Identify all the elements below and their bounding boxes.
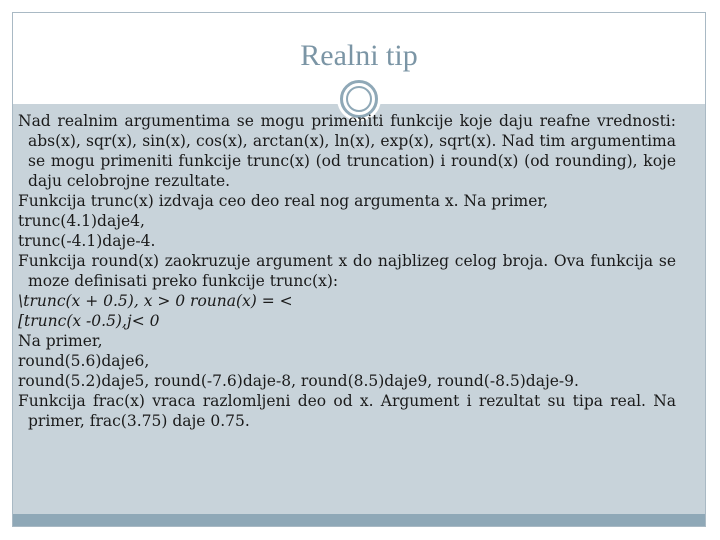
slide-body xyxy=(18,111,676,431)
paragraph-round-example-1: round(5.6)daje6, xyxy=(18,352,150,370)
slide-title: Realni tip xyxy=(300,39,418,72)
paragraph-intro: Nad realnim argumentima se mogu primeniti funkcije koje daju reafne vrednosti: abs(x), sqr(x), sin(x), cos(x), arctan(x), ln(x), exp(x), sqrt(x). Nad tim argumentima se mogu primeniti funkcije trunc(x) (od truncation) i round(x) (od rounding), koje daju celobrojne rezultate. xyxy=(18,112,676,190)
paragraph-frac: Funkcija frac(x) vraca razlomljeni deo od x. Argument i rezultat su tipa real. Na primer, frac(3.75) daje 0.75. xyxy=(18,392,676,430)
bottom-bar xyxy=(13,514,705,526)
paragraph-example-intro: Na primer, xyxy=(18,332,103,350)
paragraph-trunc-example-1: trunc(4.1)daje4, xyxy=(18,212,145,230)
paragraph-trunc-example-2: trunc(-4.1)daje-4. xyxy=(18,232,156,250)
formula-line-1: \trunc(x + 0.5), x > 0 rouna(x) = < xyxy=(18,292,293,310)
paragraph-round-definition: Funkcija round(x) zaokruzuje argument x do najblizeg celog broja. Ova funkcija se moze definisati preko funkcije trunc(x): xyxy=(18,252,676,290)
formula-line-2: [trunc(x -0.5),j< 0 xyxy=(18,312,160,330)
paragraph-trunc-definition: Funkcija trunc(x) izdvaja ceo deo real nog argumenta x. Na primer, xyxy=(18,192,549,210)
paragraph-round-example-2: round(5.2)daje5, round(-7.6)daje-8, round(8.5)daje9, round(-8.5)daje-9. xyxy=(18,372,579,390)
